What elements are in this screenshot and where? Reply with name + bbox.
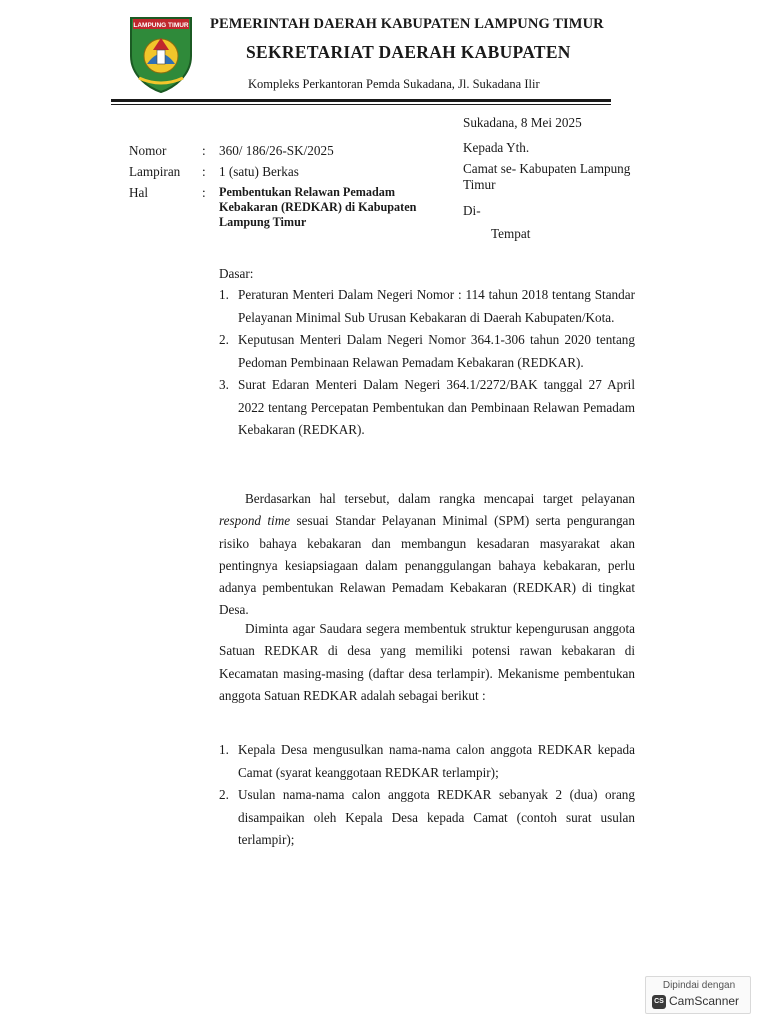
list-item-number: 1. (219, 287, 229, 302)
nomor-colon: : (202, 143, 206, 158)
hal-value: Pembentukan Relawan Pemadam Kebakaran (REDKAR) di Kabupaten Lampung Timur (219, 185, 417, 229)
list-item-text: Keputusan Menteri Dalam Negeri Nomor 364.1-306 tahun 2020 tentang Pedoman Pembinaan Relawan Pemadam Kebakaran (REDKAR). (238, 332, 635, 370)
list-item (219, 284, 635, 329)
dasar-label: Dasar: (219, 266, 254, 281)
list-item-text: Usulan nama-nama calon anggota REDKAR sebanyak 2 (dua) orang disampaikan oleh Kepala Desa kepada Camat (contoh surat usulan terlampir); (238, 787, 635, 847)
dasar-list (219, 284, 635, 442)
lampiran-colon: : (202, 164, 206, 179)
recipient-di: Di- (463, 203, 481, 218)
recipient-name: Camat se- Kabupaten Lampung Timur (463, 161, 631, 192)
lampung-timur-crest-icon (129, 16, 193, 94)
paragraph-text: Berdasarkan hal tersebut, dalam rangka mencapai target pelayanan (245, 491, 635, 506)
crest-banner-text: LAMPUNG TIMUR (133, 22, 189, 29)
watermark-caption: Dipindai dengan (662, 980, 736, 991)
nomor-value: 360/ 186/26-SK/2025 (219, 143, 334, 158)
list-item-text: Surat Edaran Menteri Dalam Negeri 364.1/2272/BAK tanggal 27 April 2022 tentang Percepatan Pembentukan dan Pembinaan Relawan Pemadam Kebakaran (REDKAR). (238, 377, 635, 437)
letter-date: Sukadana, 8 Mei 2025 (463, 115, 582, 130)
hal-label: Hal (129, 185, 149, 200)
paragraph-text: sesuai Standar Pelayanan Minimal (SPM) serta pengurangan risiko bahaya kebakaran dan membangun kesadaran masyarakat akan pentingnya kesiapsiagaan dalam penanggulangan bahaya kebakaran, perlu adanya pembentukan Relawan Pemadam Kebakaran (REDKAR) di tingkat Desa. (219, 513, 635, 618)
body-paragraph-2: Diminta agar Saudara segera membentuk struktur kepengurusan anggota Satuan REDKAR di desa yang memiliki potensi rawan kebakaran di Kecamatan masing-masing (daftar desa terlampir). Mekanisme pembentukan anggota Satuan REDKAR adalah sebagai berikut : (219, 621, 635, 703)
recipient-salutation: Kepada Yth. (463, 140, 530, 155)
watermark-brand: CamScanner (669, 994, 740, 1008)
list-item-text: Kepala Desa mengusulkan nama-nama calon anggota REDKAR kepada Camat (syarat keanggotaan REDKAR terlampir); (238, 742, 635, 780)
body-paragraph-1 (219, 488, 635, 622)
letterhead-rule-thick (111, 99, 611, 102)
office-address: Kompleks Perkantoran Pemda Sukadana, Jl. Sukadana Ilir (248, 77, 540, 91)
office-name: SEKRETARIAT DAERAH KABUPATEN (246, 42, 571, 62)
camscanner-watermark (645, 976, 751, 1014)
list-item-number: 3. (219, 377, 229, 392)
list-item (219, 374, 635, 442)
government-name: PEMERINTAH DAERAH KABUPATEN LAMPUNG TIMUR (210, 16, 604, 32)
letterhead-rule-thin (111, 104, 611, 105)
list-item (219, 329, 635, 374)
lampiran-label: Lampiran (129, 164, 181, 179)
recipient-place: Tempat (491, 226, 531, 241)
list-item-number: 2. (219, 787, 229, 802)
list-item-number: 1. (219, 742, 229, 757)
nomor-label: Nomor (129, 143, 167, 158)
list-item-number: 2. (219, 332, 229, 347)
hal-colon: : (202, 185, 206, 200)
camscanner-logo-icon: CS (652, 995, 666, 1009)
list-item-text: Peraturan Menteri Dalam Negeri Nomor : 114 tahun 2018 tentang Standar Pelayanan Minimal Sub Urusan Kebakaran di Daerah Kabupaten/Kota. (238, 287, 635, 325)
list-item (219, 739, 635, 784)
mechanism-list (219, 739, 635, 852)
list-item (219, 784, 635, 852)
paragraph-italic-term: respond time (219, 513, 291, 529)
lampiran-value: 1 (satu) Berkas (219, 164, 299, 179)
